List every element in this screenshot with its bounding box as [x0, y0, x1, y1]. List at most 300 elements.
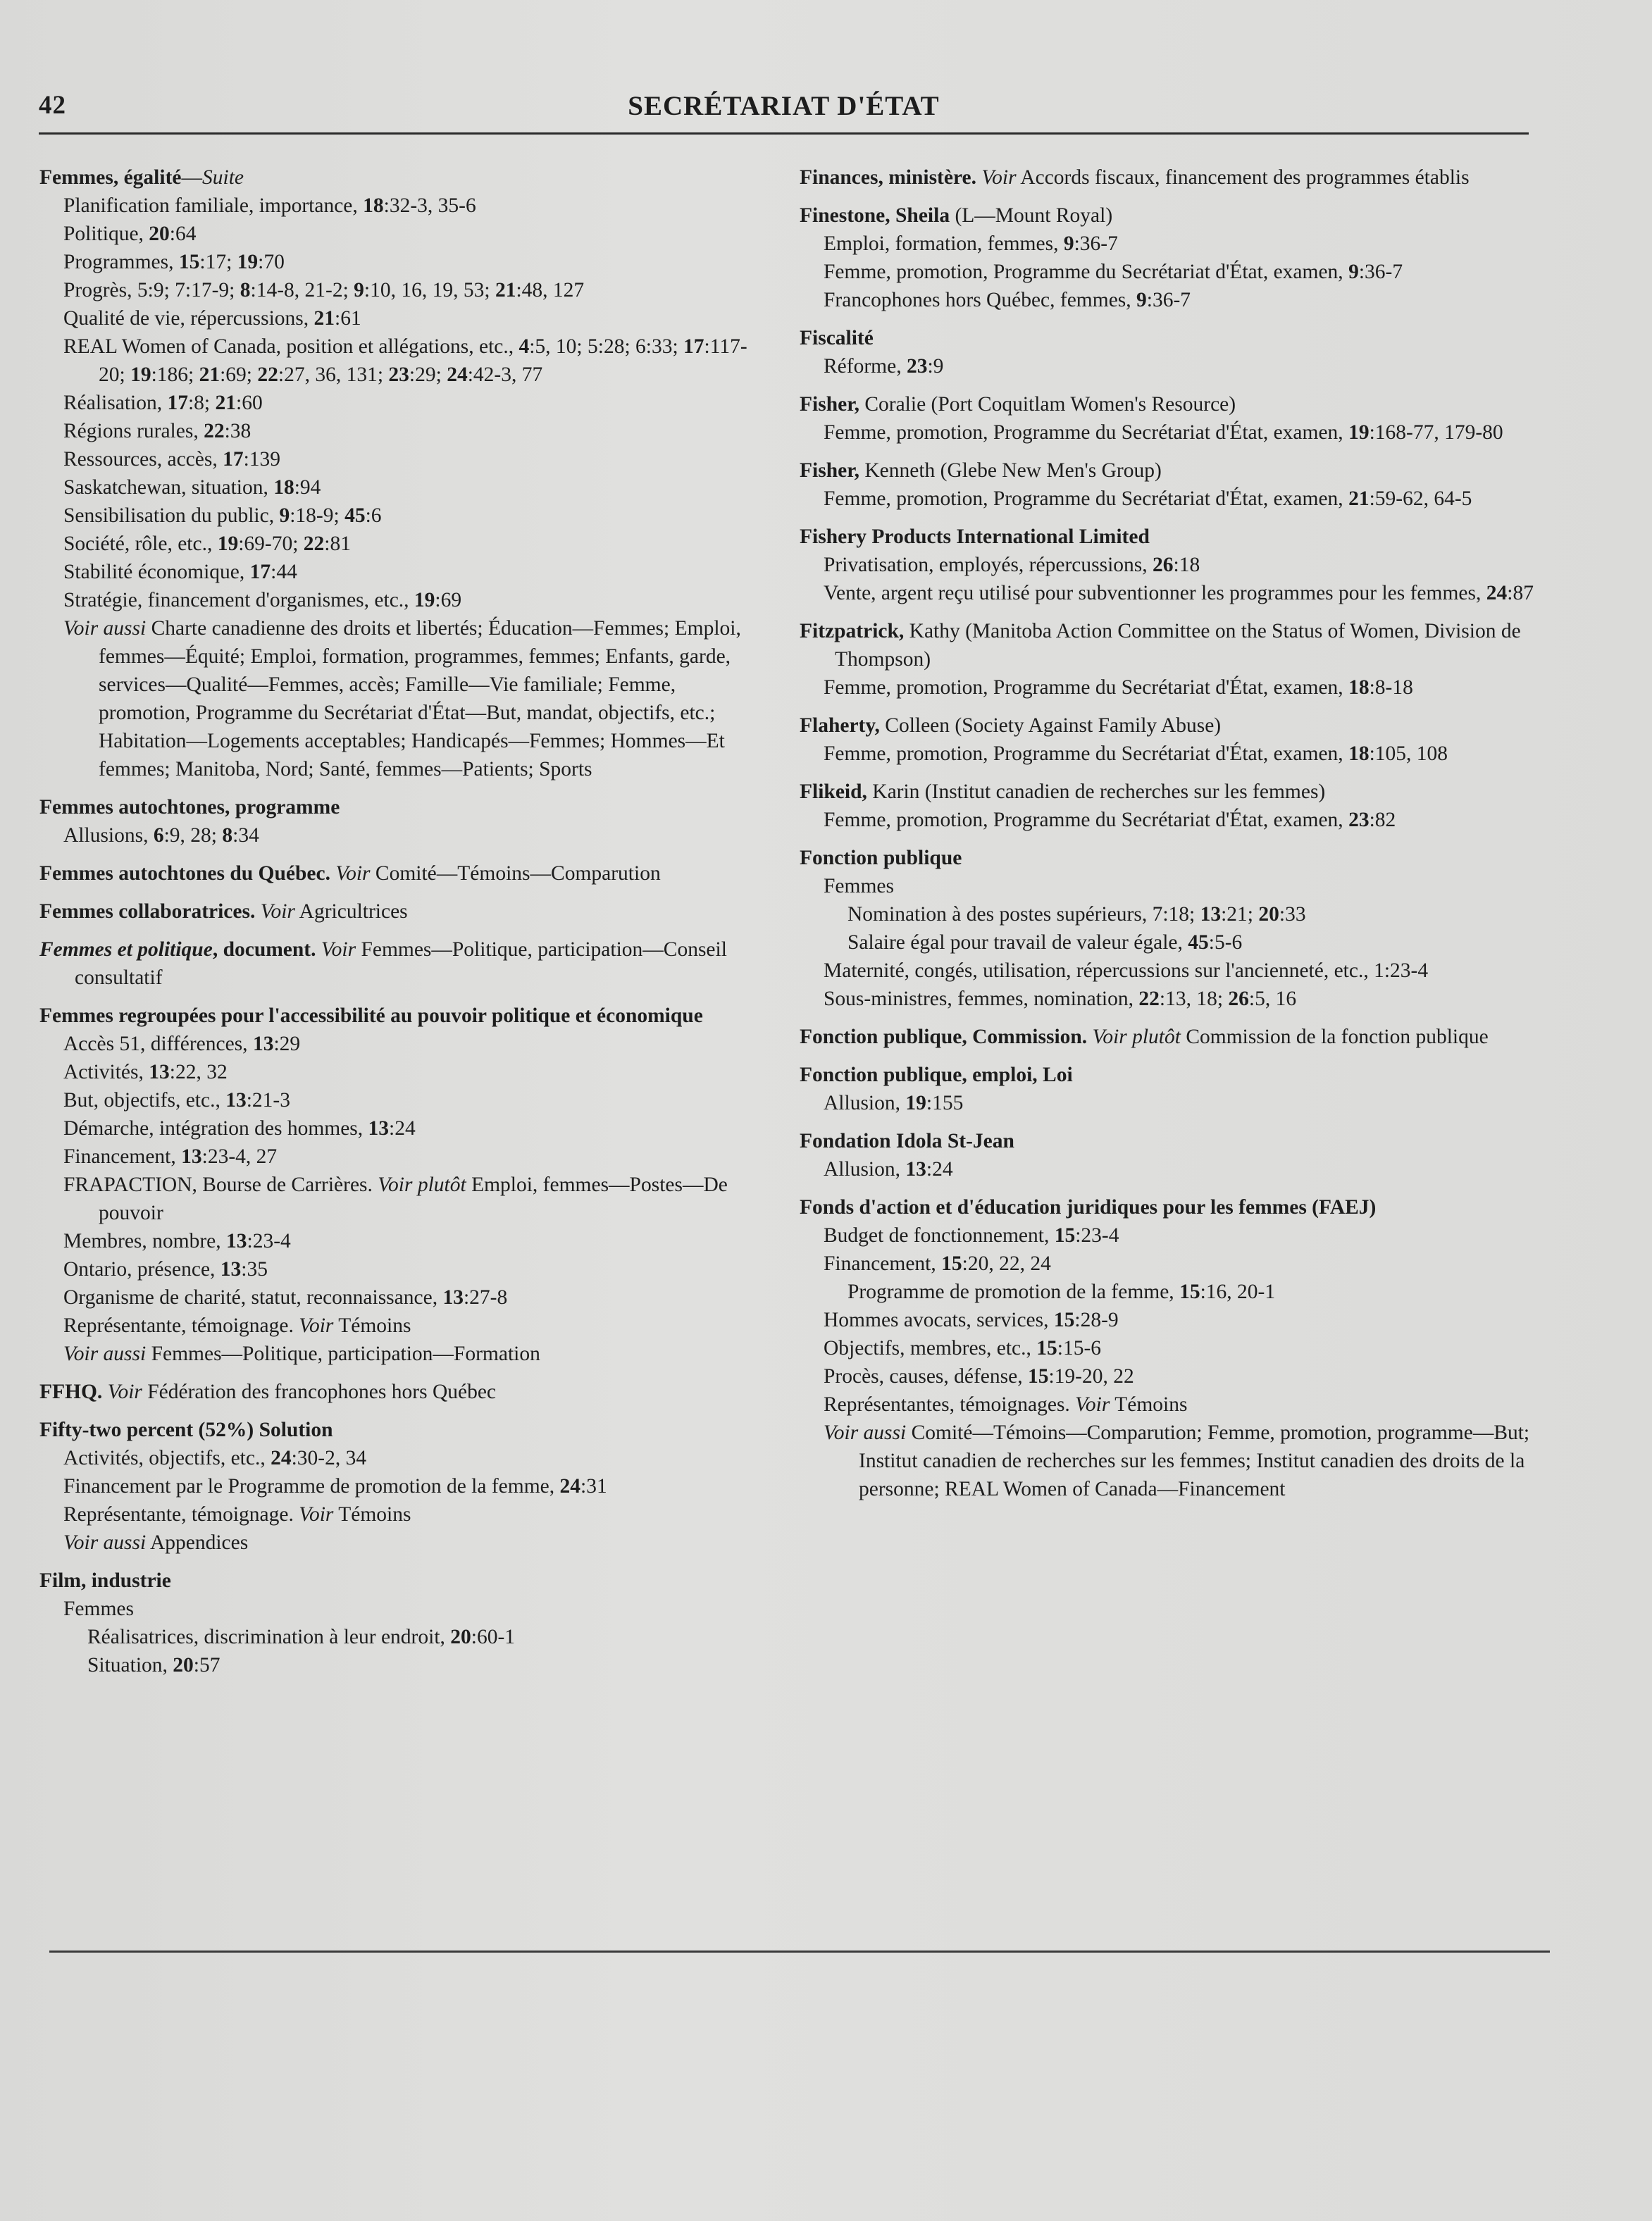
- index-text: 13: [905, 1158, 926, 1181]
- index-text: 22: [1138, 988, 1160, 1010]
- index-subentry: [39, 1227, 772, 1255]
- index-text: Colleen (Society Against Family Abuse): [879, 714, 1222, 737]
- index-heading: [39, 897, 772, 926]
- index-text: Réforme,: [824, 355, 907, 378]
- index-text: 21: [495, 279, 516, 301]
- index-subentry: [39, 389, 772, 417]
- index-text: :23-4: [247, 1230, 291, 1252]
- index-entry: [800, 163, 1546, 192]
- index-text: :42-3, 77: [467, 363, 543, 386]
- index-text: :186;: [151, 363, 199, 386]
- index-subentry: [800, 1306, 1546, 1334]
- index-entry: [800, 617, 1546, 702]
- index-text: 8: [240, 279, 251, 301]
- index-text: 15: [1054, 1224, 1076, 1247]
- index-text: :24: [389, 1117, 416, 1140]
- index-subentry: [800, 551, 1546, 579]
- index-heading: [800, 523, 1546, 551]
- index-text: 13: [181, 1145, 202, 1168]
- index-heading: [800, 1127, 1546, 1155]
- index-text: Fishery Products International Limited: [800, 525, 1150, 548]
- index-text: Fitzpatrick,: [800, 620, 905, 642]
- index-text: :61: [335, 307, 361, 330]
- index-heading: [800, 456, 1546, 485]
- index-text: [255, 900, 260, 923]
- index-text: Femmes: [63, 1598, 134, 1620]
- index-text: Fisher,: [800, 459, 859, 482]
- index-text: 18: [273, 476, 294, 499]
- index-text: :17;: [199, 251, 237, 273]
- index-text: Membres, nombre,: [63, 1230, 227, 1252]
- index-text: 19: [414, 589, 435, 611]
- index-text: Fonds d'action et d'éducation juridiques pour les femmes (FAEJ): [800, 1196, 1377, 1219]
- index-subentry: [800, 985, 1546, 1013]
- index-text: :10, 16, 19, 53;: [364, 279, 495, 301]
- index-text: :48, 127: [516, 279, 585, 301]
- index-heading: [800, 390, 1546, 418]
- index-text: Activités, objectifs, etc.,: [63, 1447, 271, 1469]
- index-entry: [800, 1193, 1546, 1503]
- index-text: Femme, promotion, Programme du Secrétariat d'État, examen,: [824, 742, 1349, 765]
- index-subentry: [39, 614, 772, 783]
- index-text: 15: [178, 251, 200, 273]
- index-text: Représentante, témoignage.: [63, 1503, 299, 1526]
- index-heading: [800, 1061, 1546, 1089]
- index-text: 22: [257, 363, 278, 386]
- index-text: Finances, ministère.: [800, 166, 976, 189]
- index-text: Financement,: [824, 1252, 942, 1275]
- index-text: 23: [1348, 809, 1370, 831]
- index-text: Qualité de vie, répercussions,: [63, 307, 314, 330]
- running-title: SECRÉTARIAT D'ÉTAT: [628, 91, 940, 121]
- index-text: 21: [199, 363, 221, 386]
- index-text: :168-77, 179-80: [1369, 421, 1503, 444]
- index-text: Régions rurales,: [63, 420, 204, 442]
- index-subentry: [39, 502, 772, 530]
- index-text: :155: [926, 1092, 964, 1114]
- index-entry: [39, 897, 772, 926]
- index-heading: [39, 793, 772, 821]
- index-text: :36-7: [1146, 289, 1191, 311]
- index-text: :82: [1369, 809, 1396, 831]
- index-text: Voir: [981, 166, 1017, 189]
- index-text: Accès 51, différences,: [63, 1033, 253, 1055]
- index-subentry: [800, 1419, 1546, 1503]
- index-text: :105, 108: [1369, 742, 1448, 765]
- index-text: :14-8, 21-2;: [250, 279, 354, 301]
- index-subentry: [800, 1089, 1546, 1117]
- index-text: 20: [450, 1626, 471, 1648]
- index-text: Voir: [260, 900, 295, 923]
- index-text: 13: [220, 1258, 242, 1281]
- index-text: 6: [153, 824, 164, 847]
- index-text: Saskatchewan, situation,: [63, 476, 274, 499]
- index-text: :19-20, 22: [1048, 1365, 1134, 1388]
- index-text: Société, rôle, etc.,: [63, 533, 218, 555]
- index-text: 17: [249, 561, 271, 583]
- index-text: :27-8: [463, 1286, 508, 1309]
- index-text: :9, 28;: [163, 824, 223, 847]
- index-text: 23: [388, 363, 409, 386]
- index-text: Appendices: [146, 1531, 249, 1554]
- index-subentry: [39, 220, 772, 248]
- index-text: 18: [1348, 742, 1370, 765]
- index-text: 20: [1258, 903, 1279, 926]
- index-text: 9: [279, 504, 290, 527]
- index-subentry: [800, 1334, 1546, 1362]
- index-text: Sous-ministres, femmes, nomination,: [824, 988, 1139, 1010]
- index-text: Femmes regroupées pour l'accessibilité au pouvoir politique et économique: [39, 1004, 703, 1027]
- index-entry: [800, 778, 1546, 834]
- index-text: 9: [1136, 289, 1147, 311]
- index-text: :69: [435, 589, 462, 611]
- index-text: Voir: [299, 1314, 334, 1337]
- index-text: :18-9;: [290, 504, 345, 527]
- index-text: 26: [1153, 554, 1174, 576]
- index-text: Charte canadienne des droits et libertés; Éducation—Femmes; Emploi, femmes—Équité; Emploi, formation, programmes, femmes; Enfants, garde, services—Qualité—Femmes, accès; Famille—Vie familiale; Femme, promotion, Programme du Secrétariat d'État—But, mandat, objectifs, etc.; Habitation—Logements acceptables; Handicapés—Femmes; Hommes—Et femmes; Manitoba, Nord; Santé, femmes—Patients; Sports: [99, 617, 741, 780]
- index-subentry: [800, 957, 1546, 985]
- index-subentry: [39, 1030, 772, 1058]
- index-text: —: [181, 166, 202, 189]
- index-text: Femme, promotion, Programme du Secrétariat d'État, examen,: [824, 421, 1349, 444]
- index-text: Financement par le Programme de promotion de la femme,: [63, 1475, 560, 1498]
- index-subentry: [39, 1283, 772, 1312]
- index-subentry: [39, 1114, 772, 1143]
- index-text: Kathy (Manitoba Action Committee on the Status of Women, Division de Thompson): [835, 620, 1521, 671]
- index-text: 13: [1200, 903, 1222, 926]
- index-subentry: [39, 1651, 772, 1679]
- index-heading: [800, 201, 1546, 230]
- index-text: Nomination à des postes supérieurs, 7:18;: [847, 903, 1200, 926]
- index-heading: [800, 778, 1546, 806]
- index-text: :57: [193, 1654, 221, 1676]
- index-text: 26: [1228, 988, 1249, 1010]
- index-text: 19: [1348, 421, 1370, 444]
- index-subentry: [39, 1086, 772, 1114]
- index-text: Progrès, 5:9; 7:17-9;: [63, 279, 240, 301]
- index-subentry: [39, 1171, 772, 1227]
- index-text: Femmes: [824, 875, 894, 897]
- index-text: 20: [149, 223, 170, 245]
- index-text: 15: [1036, 1337, 1057, 1360]
- index-subentry: [39, 1595, 772, 1623]
- index-subentry: [800, 806, 1546, 834]
- index-heading: [39, 1002, 772, 1030]
- index-subentry: [39, 276, 772, 304]
- index-text: Femmes et politique: [39, 938, 213, 961]
- index-text: 20: [173, 1654, 194, 1676]
- index-subentry: [39, 1340, 772, 1368]
- index-subentry: [800, 1221, 1546, 1250]
- index-entry: [800, 390, 1546, 447]
- index-text: 13: [226, 1230, 247, 1252]
- index-text: :117-20;: [99, 335, 747, 386]
- index-text: 15: [1027, 1365, 1049, 1388]
- index-subentry: [39, 304, 772, 332]
- index-entry: [39, 1378, 772, 1406]
- index-text: :30-2, 34: [291, 1447, 367, 1469]
- index-text: 9: [1063, 232, 1074, 255]
- index-subentry: [39, 445, 772, 473]
- index-text: Emploi, femmes—Postes—De pouvoir: [99, 1174, 728, 1224]
- index-subentry: [800, 740, 1546, 768]
- index-text: Fonction publique, Commission.: [800, 1026, 1088, 1048]
- index-subentry: [800, 579, 1546, 607]
- index-text: Voir aussi: [824, 1421, 907, 1444]
- index-text: :139: [243, 448, 281, 471]
- index-entry: [800, 1061, 1546, 1117]
- page-number: 42: [39, 91, 66, 120]
- index-heading: [39, 1378, 772, 1406]
- index-text: Budget de fonctionnement,: [824, 1224, 1055, 1247]
- index-text: :5, 16: [1248, 988, 1297, 1010]
- index-heading: [39, 1416, 772, 1444]
- index-text: :5, 10; 5:28; 6:33;: [529, 335, 684, 358]
- index-text: Fonction publique: [800, 847, 962, 869]
- index-text: FRAPACTION, Bourse de Carrières.: [63, 1174, 378, 1196]
- index-text: Francophones hors Québec, femmes,: [824, 289, 1137, 311]
- index-text: Voir: [299, 1503, 334, 1526]
- page-header: [39, 90, 1529, 132]
- index-text: :15-6: [1057, 1337, 1102, 1360]
- index-text: Témoins: [333, 1314, 411, 1337]
- index-text: Représentante, témoignage.: [63, 1314, 299, 1337]
- index-entry: [39, 163, 772, 783]
- index-text: :36-7: [1074, 232, 1118, 255]
- index-entry: [39, 935, 772, 992]
- index-text: :16, 20-1: [1200, 1281, 1276, 1303]
- index-text: :13, 18;: [1159, 988, 1229, 1010]
- index-text: [102, 1381, 107, 1403]
- index-text: Ressources, accès,: [63, 448, 223, 471]
- index-text: Allusions,: [63, 824, 154, 847]
- index-text: Organisme de charité, statut, reconnaissance,: [63, 1286, 443, 1309]
- index-text: Programmes,: [63, 251, 179, 273]
- index-text: Situation,: [87, 1654, 173, 1676]
- index-text: 18: [1348, 676, 1370, 699]
- index-text: :64: [169, 223, 197, 245]
- index-subentry: [39, 332, 772, 389]
- index-text: 19: [237, 251, 259, 273]
- index-text: :59-62, 64-5: [1369, 487, 1472, 510]
- index-text: :8-18: [1369, 676, 1413, 699]
- index-subentry: [39, 586, 772, 614]
- index-subentry: [39, 1058, 772, 1086]
- index-subentry: [39, 417, 772, 445]
- index-text: :69;: [220, 363, 258, 386]
- index-text: [1087, 1026, 1092, 1048]
- index-text: Femmes autochtones du Québec.: [39, 862, 330, 885]
- index-text: :35: [241, 1258, 268, 1281]
- index-text: Finestone, Sheila: [800, 204, 950, 227]
- index-text: 24: [271, 1447, 292, 1469]
- index-text: Comité—Témoins—Comparution; Femme, promotion, programme—But; Institut canadien de recherches sur les femmes; Institut canadien des droits de la personne; REAL Women of Canada—Financement: [859, 1421, 1530, 1500]
- index-text: Salaire égal pour travail de valeur égale,: [847, 931, 1188, 954]
- index-entry: [800, 324, 1546, 380]
- index-text: Voir aussi: [63, 617, 147, 640]
- index-text: Femme, promotion, Programme du Secrétariat d'État, examen,: [824, 809, 1349, 831]
- index-text: Flikeid,: [800, 780, 867, 803]
- index-heading: [800, 324, 1546, 352]
- index-text: Suite: [202, 166, 244, 189]
- index-text: 4: [518, 335, 530, 358]
- index-text: Objectifs, membres, etc.,: [824, 1337, 1037, 1360]
- index-text: Fédération des francophones hors Québec: [142, 1381, 497, 1403]
- index-text: :94: [294, 476, 321, 499]
- index-text: 22: [303, 533, 325, 555]
- index-text: Fisher,: [800, 393, 859, 416]
- index-subentry: [800, 1250, 1546, 1278]
- index-entry: [800, 1127, 1546, 1183]
- index-text: Voir aussi: [63, 1531, 147, 1554]
- index-text: :20, 22, 24: [962, 1252, 1051, 1275]
- index-subentry: [800, 485, 1546, 513]
- index-text: Agricultrices: [294, 900, 408, 923]
- index-subentry: [39, 248, 772, 276]
- index-text: :29: [273, 1033, 301, 1055]
- index-text: Commission de la fonction publique: [1180, 1026, 1489, 1048]
- index-heading: [39, 935, 772, 992]
- index-text: Comité—Témoins—Comparution: [370, 862, 661, 885]
- index-text: 23: [906, 355, 928, 378]
- index-heading: [39, 163, 772, 192]
- index-subentry: [39, 1312, 772, 1340]
- index-text: But, objectifs, etc.,: [63, 1089, 226, 1112]
- index-text: Femmes collaboratrices.: [39, 900, 256, 923]
- index-text: :21;: [1221, 903, 1259, 926]
- index-text: Vente, argent reçu utilisé pour subventionner les programmes pour les femmes,: [824, 582, 1486, 604]
- index-subentry: [800, 230, 1546, 258]
- index-text: Femme, promotion, Programme du Secrétariat d'État, examen,: [824, 676, 1349, 699]
- index-text: 13: [225, 1089, 247, 1112]
- index-text: 15: [1053, 1309, 1075, 1331]
- index-text: 21: [1348, 487, 1370, 510]
- index-subentry: [39, 1500, 772, 1529]
- index-text: Ontario, présence,: [63, 1258, 221, 1281]
- index-subentry: [800, 673, 1546, 702]
- index-text: :34: [232, 824, 259, 847]
- index-text: Démarche, intégration des hommes,: [63, 1117, 368, 1140]
- index-entry: [800, 523, 1546, 607]
- index-text: :5-6: [1208, 931, 1243, 954]
- index-text: 21: [215, 392, 237, 414]
- index-text: Allusion,: [824, 1158, 906, 1181]
- index-text: Femmes, égalité: [39, 166, 182, 189]
- index-subentry: [800, 872, 1546, 900]
- index-subentry: [39, 1623, 772, 1651]
- index-subentry: [39, 530, 772, 558]
- index-column-left: [39, 163, 772, 1689]
- index-text: :81: [324, 533, 351, 555]
- index-text: :36-7: [1358, 261, 1403, 283]
- index-subentry: [39, 192, 772, 220]
- index-text: REAL Women of Canada, position et allégations, etc.,: [63, 335, 519, 358]
- index-text: :23-4, 27: [201, 1145, 278, 1168]
- index-text: Programme de promotion de la femme,: [847, 1281, 1180, 1303]
- index-text: 15: [941, 1252, 962, 1275]
- index-text: Procès, causes, défense,: [824, 1365, 1028, 1388]
- index-subentry: [800, 258, 1546, 286]
- index-subentry: [39, 473, 772, 502]
- index-text: :29;: [409, 363, 447, 386]
- index-subentry: [800, 900, 1546, 928]
- index-text: :23-4: [1075, 1224, 1119, 1247]
- index-text: Fifty-two percent (52%) Solution: [39, 1419, 333, 1441]
- index-text: 13: [252, 1033, 274, 1055]
- index-text: Voir: [107, 1381, 142, 1403]
- index-subentry: [800, 418, 1546, 447]
- index-text: :69-70;: [238, 533, 304, 555]
- index-text: 19: [217, 533, 239, 555]
- index-text: Allusion,: [824, 1092, 906, 1114]
- index-text: Fonction publique, emploi, Loi: [800, 1064, 1073, 1086]
- index-text: :32-3, 35-6: [383, 194, 476, 217]
- index-subentry: [800, 1155, 1546, 1183]
- index-text: Voir plutôt: [1092, 1026, 1181, 1048]
- index-heading: [800, 617, 1546, 673]
- index-text: Femme, promotion, Programme du Secrétariat d'État, examen,: [824, 487, 1349, 510]
- index-heading: [39, 1567, 772, 1595]
- index-text: Karin (Institut canadien de recherches sur les femmes): [867, 780, 1326, 803]
- index-text: 45: [1188, 931, 1209, 954]
- index-text: 9: [1348, 261, 1359, 283]
- index-text: Activités,: [63, 1061, 149, 1083]
- index-text: Sensibilisation du public,: [63, 504, 280, 527]
- index-text: 24: [1486, 582, 1508, 604]
- index-entry: [39, 1567, 772, 1679]
- index-text: :60-1: [471, 1626, 516, 1648]
- index-text: Voir aussi: [63, 1343, 147, 1365]
- index-text: 22: [204, 420, 225, 442]
- index-entry: [39, 859, 772, 888]
- index-heading: [39, 859, 772, 888]
- index-text: :9: [927, 355, 944, 378]
- index-text: :44: [271, 561, 297, 583]
- index-text: Film, industrie: [39, 1569, 171, 1592]
- index-subentry: [800, 1362, 1546, 1391]
- index-text: Stabilité économique,: [63, 561, 250, 583]
- index-subentry: [39, 1255, 772, 1283]
- index-text: :24: [926, 1158, 953, 1181]
- index-text: Voir: [335, 862, 371, 885]
- index-subentry: [800, 1278, 1546, 1306]
- index-heading: [800, 1193, 1546, 1221]
- index-text: :8;: [187, 392, 216, 414]
- index-text: Voir plutôt: [378, 1174, 466, 1196]
- index-text: Représentantes, témoignages.: [824, 1393, 1076, 1416]
- index-text: :33: [1279, 903, 1306, 926]
- index-subentry: [39, 1143, 772, 1171]
- index-text: 18: [363, 194, 384, 217]
- index-text: :18: [1173, 554, 1200, 576]
- index-subentry: [39, 558, 772, 586]
- index-text: :87: [1507, 582, 1534, 604]
- index-text: Stratégie, financement d'organismes, etc.,: [63, 589, 414, 611]
- index-text: 17: [683, 335, 704, 358]
- index-text: Emploi, formation, femmes,: [824, 232, 1064, 255]
- index-text: 13: [368, 1117, 390, 1140]
- index-text: Femmes—Politique, participation—Formation: [146, 1343, 540, 1365]
- index-text: Voir: [321, 938, 356, 961]
- index-text: :70: [258, 251, 285, 273]
- index-text: :6: [365, 504, 382, 527]
- index-text: 17: [223, 448, 244, 471]
- index-subentry: [800, 352, 1546, 380]
- index-entry: [800, 844, 1546, 1013]
- index-subentry: [800, 1391, 1546, 1419]
- index-text: Hommes avocats, services,: [824, 1309, 1054, 1331]
- footer-rule: [49, 1951, 1550, 1953]
